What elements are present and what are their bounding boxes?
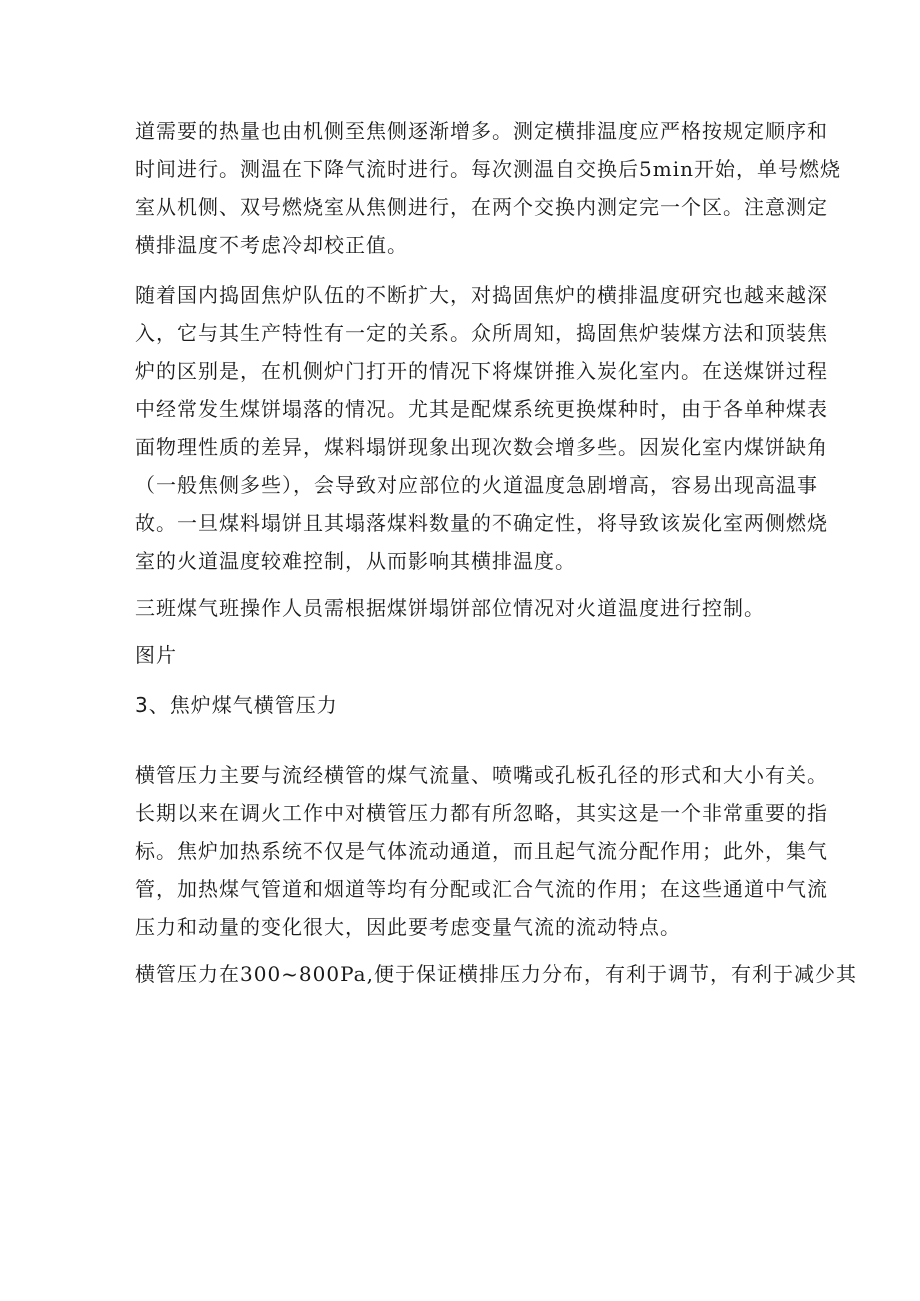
text-line: （一般焦侧多些），会导致对应部位的火道温度急剧增高，容易出现高温事 bbox=[135, 473, 818, 497]
paragraph-shift-control bbox=[135, 589, 795, 627]
text-line: 面物理性质的差异，煤料塌饼现象出现次数会增多些。因炭化室内煤饼缺角 bbox=[135, 435, 828, 459]
text-line: 压力和动量的变化很大，因此要考虑变量气流的流动特点。 bbox=[135, 915, 681, 939]
text-line: 横管压力在300~800Pa,便于保证横排压力分布，有利于调节，有利于减少其 bbox=[135, 962, 857, 986]
text-line: 室的火道温度较难控制，从而影响其横排温度。 bbox=[135, 549, 576, 573]
paragraph-burner-temperature bbox=[135, 112, 841, 264]
text-line: 长期以来在调火工作中对横管压力都有所忽略，其实这是一个非常重要的指 bbox=[135, 801, 828, 825]
text-line: 中经常发生煤饼塌落的情况。尤其是配煤系统更换煤种时，由于各单种煤表 bbox=[135, 397, 828, 421]
text-line: 随着国内捣固焦炉队伍的不断扩大，对捣固焦炉的横排温度研究也越来越深 bbox=[135, 283, 828, 307]
text-line: 三班煤气班操作人员需根据煤饼塌饼部位情况对火道温度进行控制。 bbox=[135, 596, 765, 620]
text-line: 道需要的热量也由机侧至焦侧逐渐增多。测定横排温度应严格按规定顺序和 bbox=[135, 119, 828, 143]
text-line: 管，加热煤气管道和烟道等均有分配或汇合气流的作用；在这些通道中气流 bbox=[135, 877, 828, 901]
paragraph-stamp-charging bbox=[135, 276, 828, 580]
text-line: 图片 bbox=[135, 643, 177, 667]
text-line: 入，它与其生产特性有一定的关系。众所周知，捣固焦炉装煤方法和顶装焦 bbox=[135, 321, 828, 345]
text-line: 横管压力主要与流经横管的煤气流量、喷嘴或孔板孔径的形式和大小有关。 bbox=[135, 763, 828, 787]
paragraph-cross-pipe-pressure bbox=[135, 756, 828, 946]
text-line: 室从机侧、双号燃烧室从焦侧进行，在两个交换内测定完一个区。注意测定 bbox=[135, 195, 828, 219]
image-placeholder-label bbox=[135, 636, 795, 674]
text-line: 故。一旦煤料塌饼且其塌落煤料数量的不确定性，将导致该炭化室两侧燃烧 bbox=[135, 511, 828, 535]
text-line: 时间进行。测温在下降气流时进行。每次测温自交换后5min开始，单号燃烧 bbox=[135, 157, 841, 181]
section-heading bbox=[135, 686, 795, 724]
section-heading-text: 3、焦炉煤气横管压力 bbox=[135, 693, 338, 717]
text-line: 炉的区别是，在机侧炉门打开的情况下将煤饼推入炭化室内。在送煤饼过程 bbox=[135, 359, 828, 383]
text-line: 标。焦炉加热系统不仅是气体流动通道，而且起气流分配作用；此外，集气 bbox=[135, 839, 828, 863]
document-body bbox=[135, 112, 857, 993]
paragraph-pressure-range bbox=[135, 955, 857, 993]
text-line: 横排温度不考虑冷却校正值。 bbox=[135, 233, 408, 257]
